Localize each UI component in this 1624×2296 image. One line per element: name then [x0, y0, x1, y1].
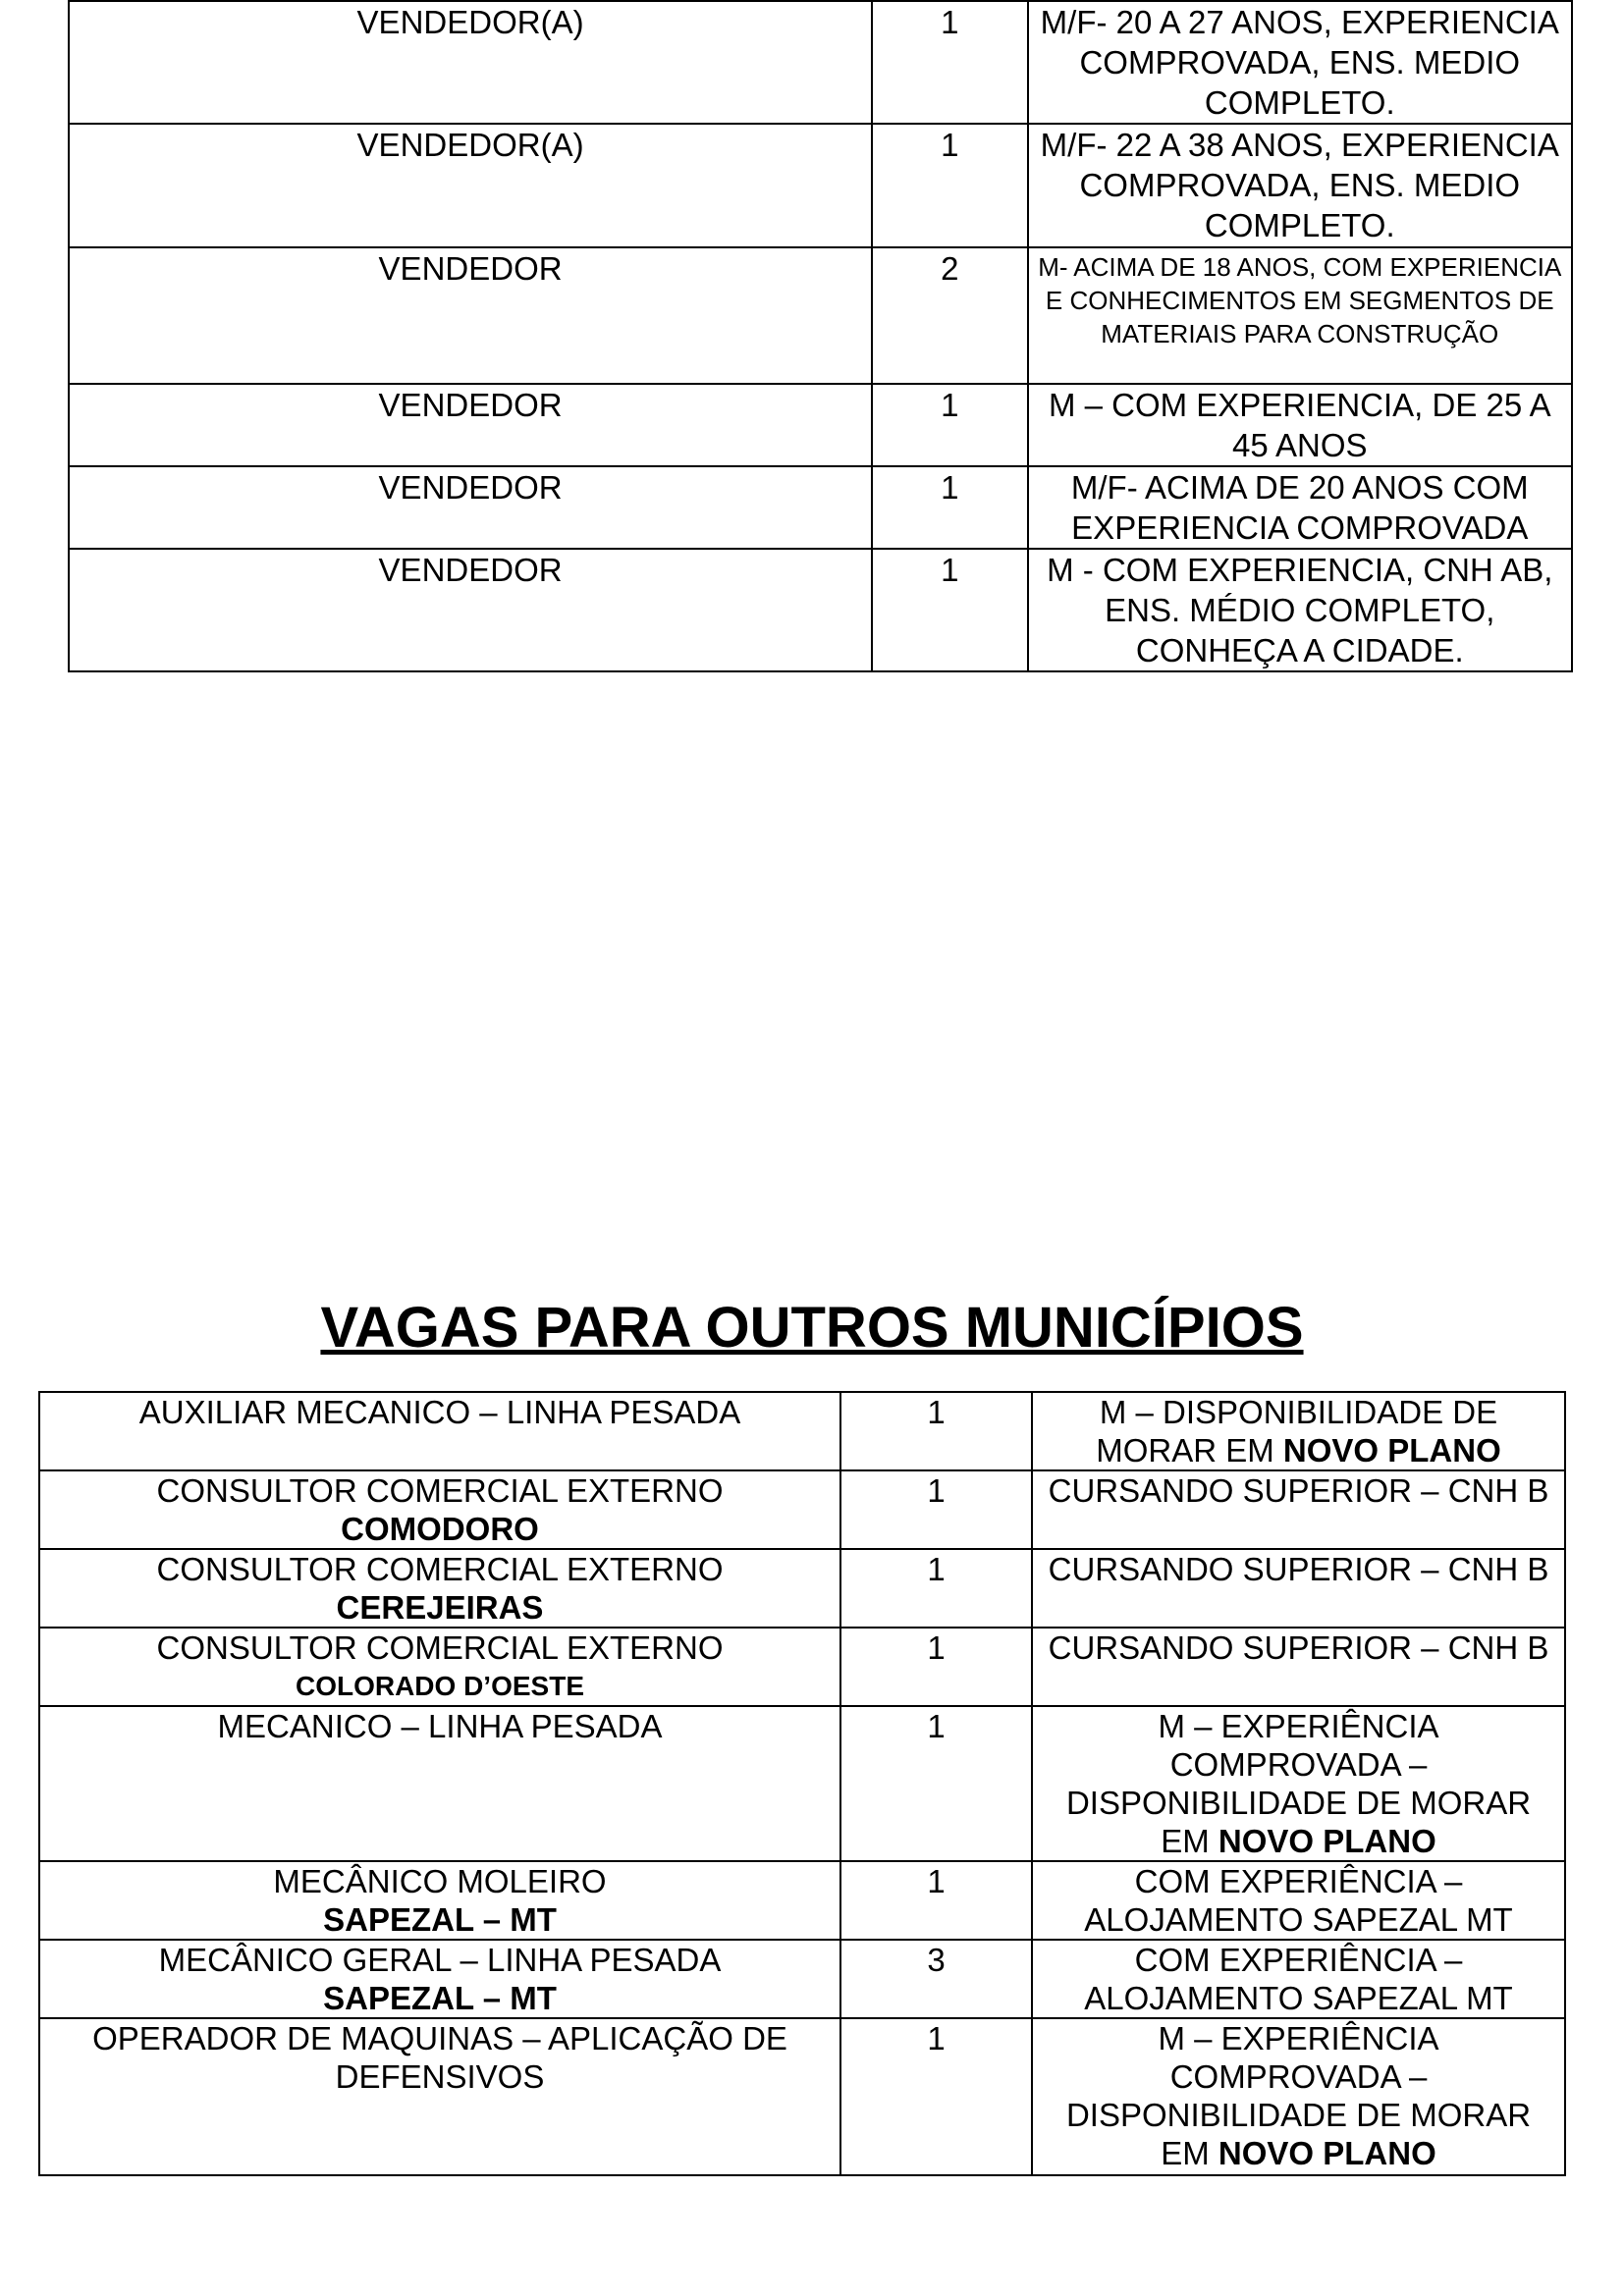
job-title: VENDEDOR — [69, 549, 872, 671]
job-name: MECÂNICO GERAL – LINHA PESADA — [158, 1942, 722, 1978]
requirements: CURSANDO SUPERIOR – CNH B — [1032, 1628, 1565, 1706]
job-title — [39, 1940, 840, 2018]
job-city: CEREJEIRAS — [336, 1589, 544, 1626]
requirements: M – COM EXPERIENCIA, DE 25 A 45 ANOS — [1028, 384, 1572, 466]
requirements-highlight: NOVO PLANO — [1218, 1823, 1436, 1859]
requirements: CURSANDO SUPERIOR – CNH B — [1032, 1549, 1565, 1628]
requirements — [1032, 1706, 1565, 1861]
vacancy-count: 1 — [872, 549, 1027, 671]
vacancy-count: 1 — [840, 1706, 1032, 1861]
table-row — [39, 1706, 1565, 1861]
job-title — [39, 1392, 840, 1470]
requirements: M/F- 20 A 27 ANOS, EXPERIENCIA COMPROVADA, ENS. MEDIO COMPLETO. — [1028, 1, 1572, 124]
table-row — [39, 1940, 1565, 2018]
job-name: CONSULTOR COMERCIAL EXTERNO — [156, 1629, 724, 1666]
requirements: CURSANDO SUPERIOR – CNH B — [1032, 1470, 1565, 1549]
requirements: COM EXPERIÊNCIA – ALOJAMENTO SAPEZAL MT — [1032, 1940, 1565, 2018]
table-row — [69, 247, 1572, 384]
table-row — [69, 549, 1572, 671]
job-name: CONSULTOR COMERCIAL EXTERNO — [156, 1551, 724, 1587]
job-title: VENDEDOR — [69, 384, 872, 466]
job-city: COLORADO D’OESTE — [295, 1671, 584, 1701]
table-row — [69, 124, 1572, 247]
table-row — [39, 1392, 1565, 1470]
vacancy-count: 1 — [840, 1392, 1032, 1470]
job-title — [39, 1470, 840, 1549]
requirements: M/F- ACIMA DE 20 ANOS COM EXPERIENCIA COMPROVADA — [1028, 466, 1572, 549]
requirements-text: M – EXPERIÊNCIA COMPROVADA – DISPONIBILIDADE DE MORAR EM — [1065, 1708, 1532, 1859]
job-title: VENDEDOR — [69, 466, 872, 549]
job-title: VENDEDOR(A) — [69, 124, 872, 247]
job-name: AUXILIAR MECANICO – LINHA PESADA — [138, 1394, 741, 1430]
requirements-highlight: NOVO PLANO — [1282, 1432, 1501, 1468]
vacancies-table-local — [68, 0, 1573, 672]
vacancy-count: 1 — [872, 124, 1027, 247]
table-row — [39, 2018, 1565, 2175]
table-row — [39, 1861, 1565, 1940]
vacancy-count: 1 — [840, 1549, 1032, 1628]
vacancy-count: 3 — [840, 1940, 1032, 2018]
table-row — [39, 1628, 1565, 1706]
job-title — [39, 1549, 840, 1628]
job-title — [39, 1861, 840, 1940]
vacancy-count: 1 — [872, 466, 1027, 549]
job-name: MECÂNICO MOLEIRO — [273, 1863, 607, 1899]
table-row — [39, 1470, 1565, 1549]
job-city: SAPEZAL – MT — [323, 1901, 557, 1938]
job-title — [39, 1706, 840, 1861]
job-title: VENDEDOR(A) — [69, 1, 872, 124]
requirements — [1032, 2018, 1565, 2175]
requirements: M/F- 22 A 38 ANOS, EXPERIENCIA COMPROVADA, ENS. MEDIO COMPLETO. — [1028, 124, 1572, 247]
job-city: COMODORO — [341, 1511, 539, 1547]
table-row — [69, 1, 1572, 124]
requirements: COM EXPERIÊNCIA – ALOJAMENTO SAPEZAL MT — [1032, 1861, 1565, 1940]
job-name: MECANICO – LINHA PESADA — [217, 1708, 663, 1744]
table-row — [69, 466, 1572, 549]
requirements-text: M – DISPONIBILIDADE DE MORAR EM — [1096, 1394, 1498, 1468]
requirements: M- ACIMA DE 18 ANOS, COM EXPERIENCIA E CONHECIMENTOS EM SEGMENTOS DE MATERIAIS PARA CONSTRUÇÃO — [1028, 247, 1572, 384]
table-row — [69, 384, 1572, 466]
job-title — [39, 2018, 840, 2175]
vacancy-count: 1 — [872, 384, 1027, 466]
job-name: OPERADOR DE MAQUINAS – APLICAÇÃO DE DEFENSIVOS — [92, 2020, 787, 2095]
requirements: M - COM EXPERIENCIA, CNH AB, ENS. MÉDIO COMPLETO, CONHEÇA A CIDADE. — [1028, 549, 1572, 671]
vacancy-count: 1 — [840, 2018, 1032, 2175]
requirements-highlight: NOVO PLANO — [1218, 2135, 1436, 2171]
requirements — [1032, 1392, 1565, 1470]
job-city: SAPEZAL – MT — [323, 1980, 557, 2016]
job-title: VENDEDOR — [69, 247, 872, 384]
requirements-text: M – EXPERIÊNCIA COMPROVADA – DISPONIBILIDADE DE MORAR EM — [1065, 2020, 1532, 2171]
section-heading: VAGAS PARA OUTROS MUNICÍPIOS — [320, 1296, 1304, 1360]
job-title — [39, 1628, 840, 1706]
vacancies-table-other-cities — [38, 1391, 1566, 2176]
vacancy-count: 1 — [840, 1470, 1032, 1549]
vacancy-count: 2 — [872, 247, 1027, 384]
vacancy-count: 1 — [840, 1861, 1032, 1940]
job-name: CONSULTOR COMERCIAL EXTERNO — [156, 1472, 724, 1509]
vacancy-count: 1 — [872, 1, 1027, 124]
vacancy-count: 1 — [840, 1628, 1032, 1706]
table-row — [39, 1549, 1565, 1628]
